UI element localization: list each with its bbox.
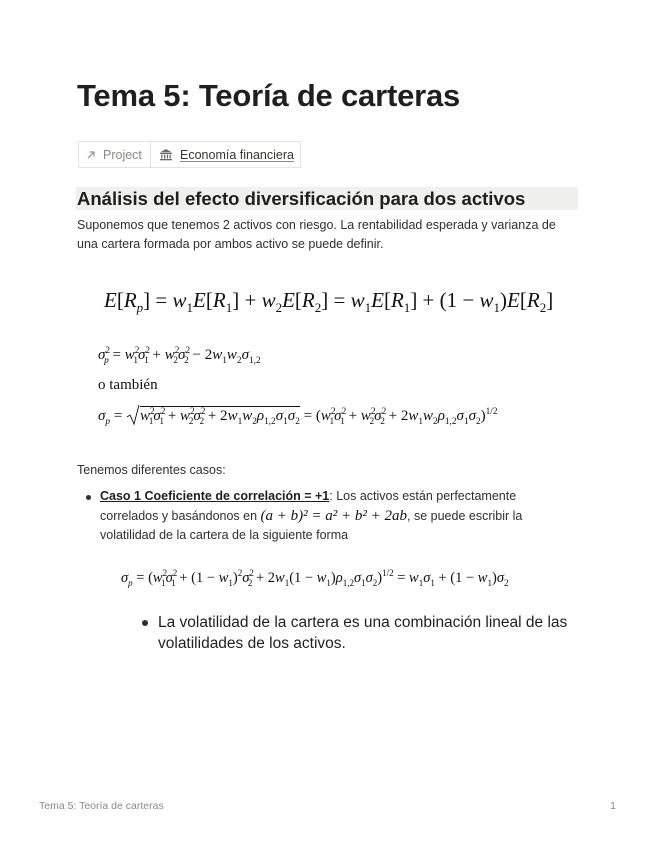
case1-label: Caso 1 Coeficiente de correlación = +1: [100, 489, 330, 503]
equation-expected-return: $E[R_p] = w_1E[R_1] + w_2E[R_2] = w_1E[R_1] + (1 - w_1)E[R_2]$: [104, 288, 554, 316]
case1-inline-formula: (a + b)² = a² + b² + 2ab: [260, 507, 408, 524]
case1-note: La volatilidad de la cartera es una combinación lineal de las volatilidades de los activos.: [158, 614, 568, 652]
section-heading: Análisis del efecto diversificación para dos activos: [76, 187, 578, 210]
page-title: Tema 5: Teoría de carteras: [77, 78, 461, 113]
property-row: [78, 141, 301, 168]
project-link[interactable]: Economía financiera: [180, 147, 294, 162]
bank-icon: [159, 148, 173, 161]
footer-title: Tema 5: Teoría de carteras: [39, 800, 164, 812]
page-number: 1: [610, 800, 616, 812]
property-value[interactable]: [151, 142, 300, 167]
arrow-up-right-icon: [86, 150, 96, 160]
case1-text-after: , se puede escribir la volatilidad de la cartera de la siguiente forma: [100, 508, 523, 542]
equation-case1-volatility: $\sigma_p = (w^2_1\sigma^2_1 + (1 - w_1)^2\sigma^2_2 + 2w_1(1 - w_1)\rho_{1,2}\sigma_1\sigma_2)^{1/2} = w_1\sigma_1 + (1 - w_1)\sigma_2$: [121, 568, 509, 588]
property-name-label: Project: [103, 147, 142, 162]
sqrt-symbol-icon: [126, 404, 140, 426]
case1-list-item: [100, 487, 570, 546]
cases-intro: Tenemos diferentes casos:: [77, 463, 226, 477]
equation-variance: $\sigma^2_p = w^2_1\sigma^2_1 + w^2_2\sigma^2_2 - 2w_1w_2\sigma_{1,2}$: [98, 346, 261, 366]
bullet-dot: [142, 620, 148, 626]
case1-text-before: : Los activos están perfectamente correlados y basándonos en: [100, 489, 517, 523]
o-tambien-text: o también: [98, 377, 158, 393]
equation-volatility: $\sigma_p = w^2_1\sigma^2_1 + w^2_2\sigma^2_2 + 2w_1w_2\rho_{1,2}\sigma_1\sigma_2 = (w^2_1\sigma^2_1 + w^2_2\sigma^2_2 + 2w_1w_2\rho_{1,2}\sigma_1\sigma_2)^{1/2}$: [98, 404, 498, 426]
property-name: [79, 142, 151, 167]
intro-paragraph: Suponemos que tenemos 2 activos con riesgo. La rentabilidad esperada y varianza de una cartera formada por ambos activo se puede definir.: [77, 218, 556, 251]
bullet-dot: [86, 495, 91, 500]
